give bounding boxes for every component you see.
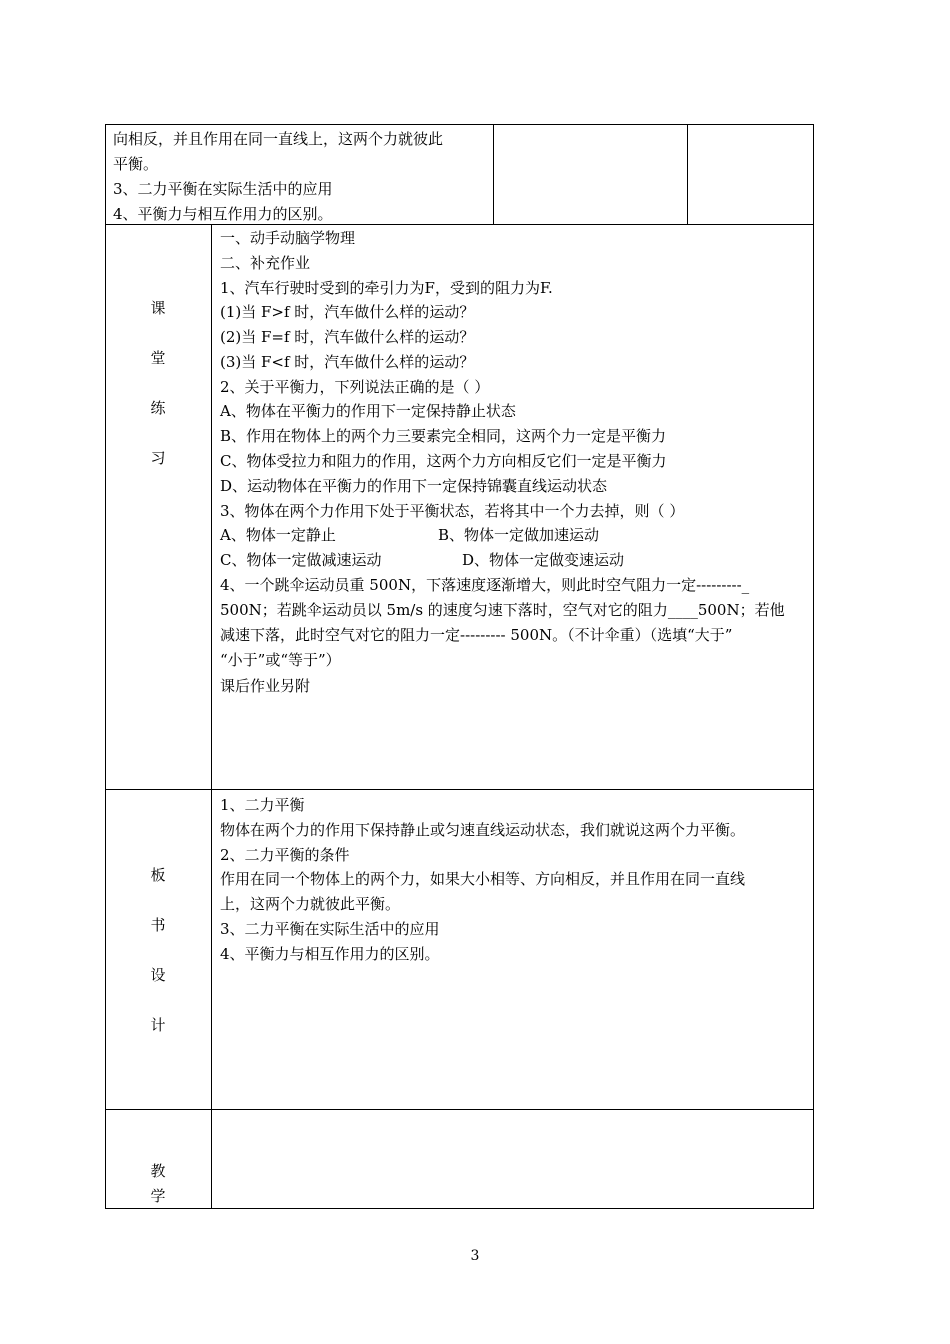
practice-label-char: 课 [150,299,166,317]
board-label-char: 设 [150,966,166,984]
page-number: 3 [470,1248,480,1264]
practice-heading-2: 二、补充作业 [220,254,311,272]
question-3-option-d: D、物体一定做变速运动 [462,551,625,569]
top-line-2: 平衡。 [113,155,159,173]
teaching-label-char: 学 [150,1187,166,1205]
top-blank-cell-2 [687,124,814,225]
top-blank-cell-1 [493,124,688,225]
board-label-cell [105,789,212,1110]
question-3-option-c: C、物体一定做减速运动 [220,551,382,569]
board-line-1: 1、二力平衡 [220,796,305,814]
question-4-line-3: 减速下落，此时空气对它的阻力一定--------- 500N。（不计伞重）（选填“大于” [220,626,733,644]
top-line-1: 向相反，并且作用在同一直线上，这两个力就彼此 [113,130,444,148]
top-line-4: 4、平衡力与相互作用力的区别。 [113,205,333,223]
question-3: 3、物体在两个力作用下处于平衡状态，若将其中一个力去掉，则（ ） [220,502,685,520]
board-label-char: 板 [150,866,166,884]
practice-label-char: 习 [150,449,166,467]
homework-note: 课后作业另附 [220,677,311,695]
question-2-option-b: B、作用在物体上的两个力三要素完全相同，这两个力一定是平衡力 [220,427,667,445]
practice-heading-1: 一、动手动脑学物理 [220,229,356,247]
question-4-line-2: 500N；若跳伞运动员以 5m/s 的速度匀速下落时，空气对它的阻力____500N；若他 [220,601,785,619]
question-1-part-3: (3)当 F<f 时，汽车做什么样的运动？ [220,353,475,371]
question-3-option-b: B、物体一定做加速运动 [438,526,600,544]
board-line-2: 物体在两个力的作用下保持静止或匀速直线运动状态，我们就说这两个力平衡。 [220,821,746,839]
question-1-part-1: (1)当 F>f 时，汽车做什么样的运动？ [220,303,475,321]
teaching-label-char: 教 [150,1162,166,1180]
question-4-line-1: 4、一个跳伞运动员重 500N，下落速度逐渐增大，则此时空气阻力一定---------_ [220,576,750,594]
question-1-part-2: (2)当 F=f 时，汽车做什么样的运动？ [220,328,475,346]
question-1: 1、汽车行驶时受到的牵引力为F，受到的阻力为F. [220,279,553,297]
teaching-content-cell [211,1109,814,1209]
question-2: 2、关于平衡力，下列说法正确的是（ ） [220,378,490,396]
board-line-6: 3、二力平衡在实际生活中的应用 [220,920,440,938]
board-line-4: 作用在同一个物体上的两个力，如果大小相等、方向相反，并且作用在同一直线 [220,870,746,888]
board-line-5: 上，这两个力就彼此平衡。 [220,895,401,913]
board-label-char: 书 [150,916,166,934]
board-line-7: 4、平衡力与相互作用力的区别。 [220,945,440,963]
top-line-3: 3、二力平衡在实际生活中的应用 [113,180,333,198]
board-label-char: 计 [150,1016,166,1034]
question-2-option-a: A、物体在平衡力的作用下一定保持静止状态 [220,402,516,420]
practice-label-char: 堂 [150,349,166,367]
question-2-option-d: D、运动物体在平衡力的作用下一定保持锦囊直线运动状态 [220,477,608,495]
practice-label-char: 练 [150,399,166,417]
question-4-line-4: “小于”或“等于”） [220,651,341,669]
question-3-option-a: A、物体一定静止 [220,526,336,544]
question-2-option-c: C、物体受拉力和阻力的作用，这两个力方向相反它们一定是平衡力 [220,452,667,470]
board-line-3: 2、二力平衡的条件 [220,846,350,864]
